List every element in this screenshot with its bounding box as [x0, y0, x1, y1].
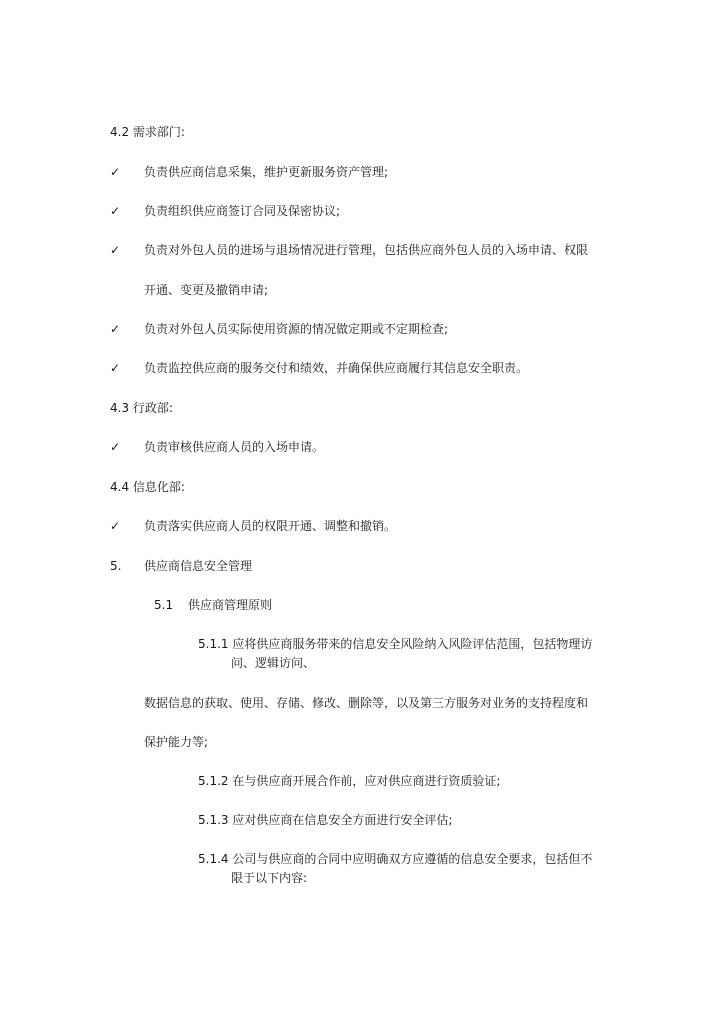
clause-5-1-4: 5.1.4 公司与供应商的合同中应明确双方应遵循的信息安全要求，包括但不: [198, 852, 593, 866]
list-item: 负责对外包人员实际使用资源的情况做定期或不定期检查;: [144, 322, 449, 336]
list-item: 负责供应商信息采集，维护更新服务资产管理;: [144, 165, 389, 179]
clause-5-1-3: 5.1.3 应对供应商在信息安全方面进行安全评估;: [198, 813, 453, 827]
clause-5-1-1-continuation: 数据信息的获取、使用、存储、修改、删除等，以及第三方服务对业务的支持程度和: [144, 696, 589, 710]
list-item: 负责监控供应商的服务交付和绩效，并确保供应商履行其信息安全职责。: [144, 361, 529, 375]
list-item-continuation: 开通、变更及撤销申请;: [144, 283, 269, 297]
check-icon: ✓: [110, 204, 121, 218]
check-icon: ✓: [110, 519, 121, 533]
clause-5-1-2: 5.1.2 在与供应商开展合作前，应对供应商进行资质验证;: [198, 774, 501, 788]
list-item: 负责组织供应商签订合同及保密协议;: [144, 204, 341, 218]
heading-4-3: 4.3 行政部:: [110, 401, 173, 415]
clause-5-1-4-wrap: 限于以下内容:: [231, 871, 308, 885]
list-item: 负责审核供应商人员的入场申请。: [144, 440, 325, 454]
section-5-number: 5.: [110, 559, 122, 573]
clause-5-1-1-continuation: 保护能力等;: [144, 735, 209, 749]
check-icon: ✓: [110, 440, 121, 454]
check-icon: ✓: [110, 243, 121, 257]
check-icon: ✓: [110, 322, 121, 336]
list-item: 负责对外包人员的进场与退场情况进行管理，包括供应商外包人员的入场申请、权限: [144, 243, 589, 257]
section-5-1-title: 供应商管理原则: [188, 598, 273, 612]
clause-5-1-1-wrap: 问、逻辑访问、: [231, 656, 316, 670]
check-icon: ✓: [110, 165, 121, 179]
section-5-1-number: 5.1: [154, 598, 174, 612]
heading-4-2: 4.2 需求部门:: [110, 125, 185, 139]
section-5-title: 供应商信息安全管理: [144, 559, 253, 573]
clause-5-1-1: 5.1.1 应将供应商服务带来的信息安全风险纳入风险评估范围，包括物理访: [198, 637, 593, 651]
heading-4-4: 4.4 信息化部:: [110, 480, 185, 494]
check-icon: ✓: [110, 361, 121, 375]
list-item: 负责落实供应商人员的权限开通、调整和撤销。: [144, 519, 397, 533]
